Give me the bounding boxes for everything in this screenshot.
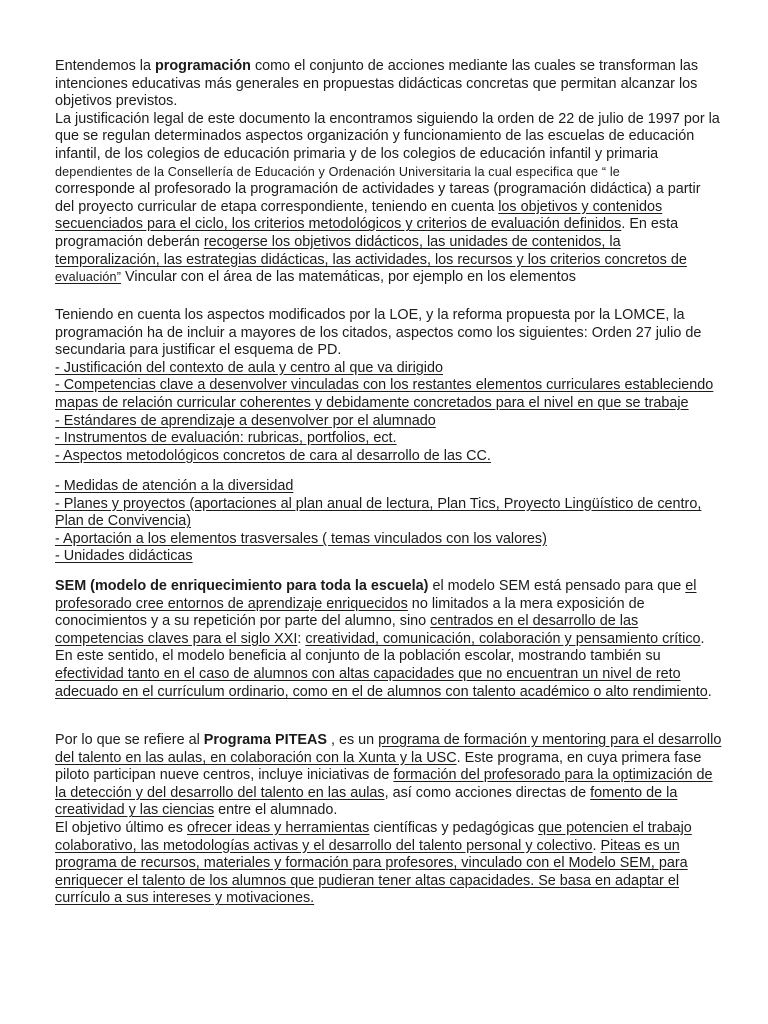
underlined-text: - Estándares de aprendizaje a desenvolver por el alumnado <box>55 412 436 429</box>
underlined-text: ofrecer ideas y herramientas <box>186 819 370 836</box>
text-line <box>55 873 715 891</box>
text-line <box>55 838 715 856</box>
list-item <box>55 531 715 549</box>
text-run: como el conjunto de acciones mediante las cuales se transforman las <box>250 58 699 74</box>
text-run: piloto participan nueve centros, incluye iniciativas de <box>55 767 394 784</box>
text-run: no limitados a la mera exposición de <box>407 595 645 612</box>
text-line <box>55 58 715 76</box>
underlined-text: los objetivos y contenidos <box>498 198 663 215</box>
underlined-text: mapas de relación curricular coherentes y debidamente concretados para el nivel en que se trabaje <box>55 394 689 411</box>
text-run: El objetivo último es <box>55 819 187 836</box>
text-run: entre el alumnado. <box>214 802 338 819</box>
underlined-text: temporalización, las estrategias didácticas, las actividades, los recursos y los criterios concretos de <box>55 251 687 268</box>
underlined-text: secuenciados para el ciclo, los criterios metodológicos y criterios de evaluación definidos <box>55 216 622 233</box>
text-run: , así como acciones directas de <box>384 784 591 801</box>
text-line <box>55 767 715 785</box>
underlined-text: - Planes y proyectos (aportaciones al plan anual de lectura, Plan Tics, Proyecto Lingüístico de centro, <box>55 495 702 512</box>
text-run: conocimientos y a su repetición por parte del alumno, sino <box>55 613 431 630</box>
text-line <box>55 269 715 287</box>
text-run: , es un <box>326 732 379 748</box>
list-item <box>55 395 715 413</box>
underlined-text: - Competencias clave a desenvolver vinculadas con los restantes elementos curriculares estableciendo <box>55 377 714 394</box>
list-item <box>55 448 715 466</box>
underlined-text: programa de formación y mentoring para el desarrollo <box>378 732 722 748</box>
text-line: que se regulan determinados aspectos organización y funcionamiento de las escuelas de educación <box>55 128 695 145</box>
paragraph-sem <box>55 578 715 701</box>
list-item <box>55 377 715 395</box>
text-line: objetivos previstos. <box>55 93 178 110</box>
underlined-text: currículo a sus intereses y motivaciones. <box>55 890 315 907</box>
list-item <box>55 478 715 496</box>
list-item <box>55 413 715 431</box>
underlined-text: formación del profesorado para la optimización de <box>393 767 713 784</box>
text-line <box>55 613 715 631</box>
text-run: el modelo SEM está pensado para que <box>428 578 686 594</box>
text-line <box>55 684 715 702</box>
bold-term: Programa PITEAS <box>203 732 327 748</box>
underlined-text: creatividad y las ciencias <box>55 802 215 819</box>
text-line <box>55 855 715 873</box>
text-line: secundaria para justificar el esquema de PD. <box>55 342 342 359</box>
paragraph-programacion <box>55 58 720 287</box>
text-line <box>55 234 715 252</box>
text-line <box>55 732 722 750</box>
text-run: . <box>707 683 712 700</box>
paragraph-loe-lomce <box>55 307 715 465</box>
text-run: . Este programa, en cuya primera fase <box>456 749 702 766</box>
underlined-text: - Instrumentos de evaluación: rubricas, portfolios, ect. <box>55 430 397 447</box>
underlined-text: centrados en el desarrollo de las <box>430 613 639 630</box>
text-line <box>55 199 715 217</box>
underlined-text: - Aportación a los elementos trasversales ( temas vinculados con los valores) <box>55 530 547 547</box>
underlined-text: la detección y del desarrollo del talento en las aulas <box>55 784 385 801</box>
text-line: La justificación legal de este documento la encontramos siguiendo la orden de 22 de julio de 1997 por la <box>55 110 720 127</box>
text-run: del proyecto curricular de etapa correspondiente, teniendo en cuenta <box>55 198 499 215</box>
text-run: . <box>700 630 705 647</box>
paragraph-piteas <box>55 732 722 908</box>
list-item <box>55 430 715 448</box>
underlined-text: Piteas es un <box>600 837 680 854</box>
underlined-text: enriquecer el talento de los alumnos que pudieran tener altas capacidades. Se basa en adaptar el <box>55 872 680 889</box>
text-run: Por lo que se refiere al <box>55 732 204 748</box>
underlined-text: - Aspectos metodológicos concretos de cara al desarrollo de las CC. <box>55 447 491 464</box>
text-line <box>55 216 715 234</box>
bold-term: programación <box>155 58 251 74</box>
underlined-text: efectividad tanto en el caso de alumnos con altas capacidades que no encuentran un nivel de reto <box>55 665 681 682</box>
text-run: programación deberán <box>55 233 204 250</box>
paragraph-list-continued <box>55 478 715 566</box>
list-item <box>55 513 715 531</box>
text-line: intenciones educativas más generales en propuestas didácticas concretas que permitan alcanzar los <box>55 75 698 92</box>
underlined-text: - Unidades didácticas <box>55 548 193 565</box>
text-line <box>55 631 715 649</box>
text-run: . <box>592 837 601 854</box>
text-line <box>55 750 715 768</box>
text-line <box>55 596 715 614</box>
underlined-text: - Justificación del contexto de aula y centro al que va dirigido <box>55 359 443 376</box>
text-line <box>55 578 715 596</box>
underlined-text: - Medidas de atención a la diversidad <box>55 478 294 494</box>
text-line <box>55 890 715 908</box>
underlined-text: el <box>685 578 697 594</box>
underlined-text: programa de recursos, materiales y formación para profesores, vinculado con el Modelo SEM, para <box>55 855 688 872</box>
underlined-text: Plan de Convivencia) <box>55 513 191 530</box>
text-run: Vincular con el área de las matemáticas, por ejemplo en los elementos <box>121 269 576 286</box>
underlined-text: fomento de la <box>590 784 678 801</box>
list-item <box>55 360 715 378</box>
underlined-text: creatividad, comunicación, colaboración y pensamiento crítico <box>305 630 701 647</box>
text-line: infantil, de los colegios de educación primaria y de los colegios de educación infantil y primaria <box>55 145 659 162</box>
text-line <box>55 802 715 820</box>
text-line <box>55 785 715 803</box>
text-line <box>55 820 715 838</box>
text-line <box>55 252 715 270</box>
text-run: : <box>297 630 306 647</box>
list-item <box>55 548 715 566</box>
list-item <box>55 496 715 514</box>
text-line: programación ha de incluir a mayores de los citados, aspectos como los siguientes: Orden 27 julio de <box>55 324 702 341</box>
underlined-text: que potencien el trabajo <box>538 819 692 836</box>
underlined-text: del talento en las aulas, en colaboración con la Xunta y la USC <box>55 749 457 766</box>
text-line: dependientes de la Consellería de Educación y Ordenación Universitaria la cual especifica que “ le <box>55 164 620 179</box>
underlined-text: recogerse los objetivos didácticos, las unidades de contenidos, la <box>203 233 621 250</box>
text-line: corresponde al profesorado la programación de actividades y tareas (programación didáctica) a partir <box>55 181 701 198</box>
text-run: Entendemos la <box>55 58 155 74</box>
text-run: . En esta <box>621 216 679 233</box>
text-run: científicas y pedagógicas <box>369 819 539 836</box>
bold-term: SEM (modelo de enriquecimiento para toda la escuela) <box>55 578 429 594</box>
text-line: Teniendo en cuenta los aspectos modificados por la LOE, y la reforma propuesta por la LOMCE, la <box>55 307 685 323</box>
underlined-text: evaluación” <box>55 270 122 285</box>
text-line <box>55 666 715 684</box>
underlined-text: colaborativo, las metodologías activas y el desarrollo del talento personal y colectivo <box>55 837 593 854</box>
underlined-text: adecuado en el currículum ordinario, como en el de alumnos con talento académico o alto rendimiento <box>55 683 708 700</box>
underlined-text: profesorado cree entornos de aprendizaje enriquecidos <box>55 595 408 612</box>
text-line: En este sentido, el modelo beneficia al conjunto de la población escolar, mostrando también su <box>55 648 661 665</box>
underlined-text: competencias claves para el siglo XXI <box>55 630 298 647</box>
